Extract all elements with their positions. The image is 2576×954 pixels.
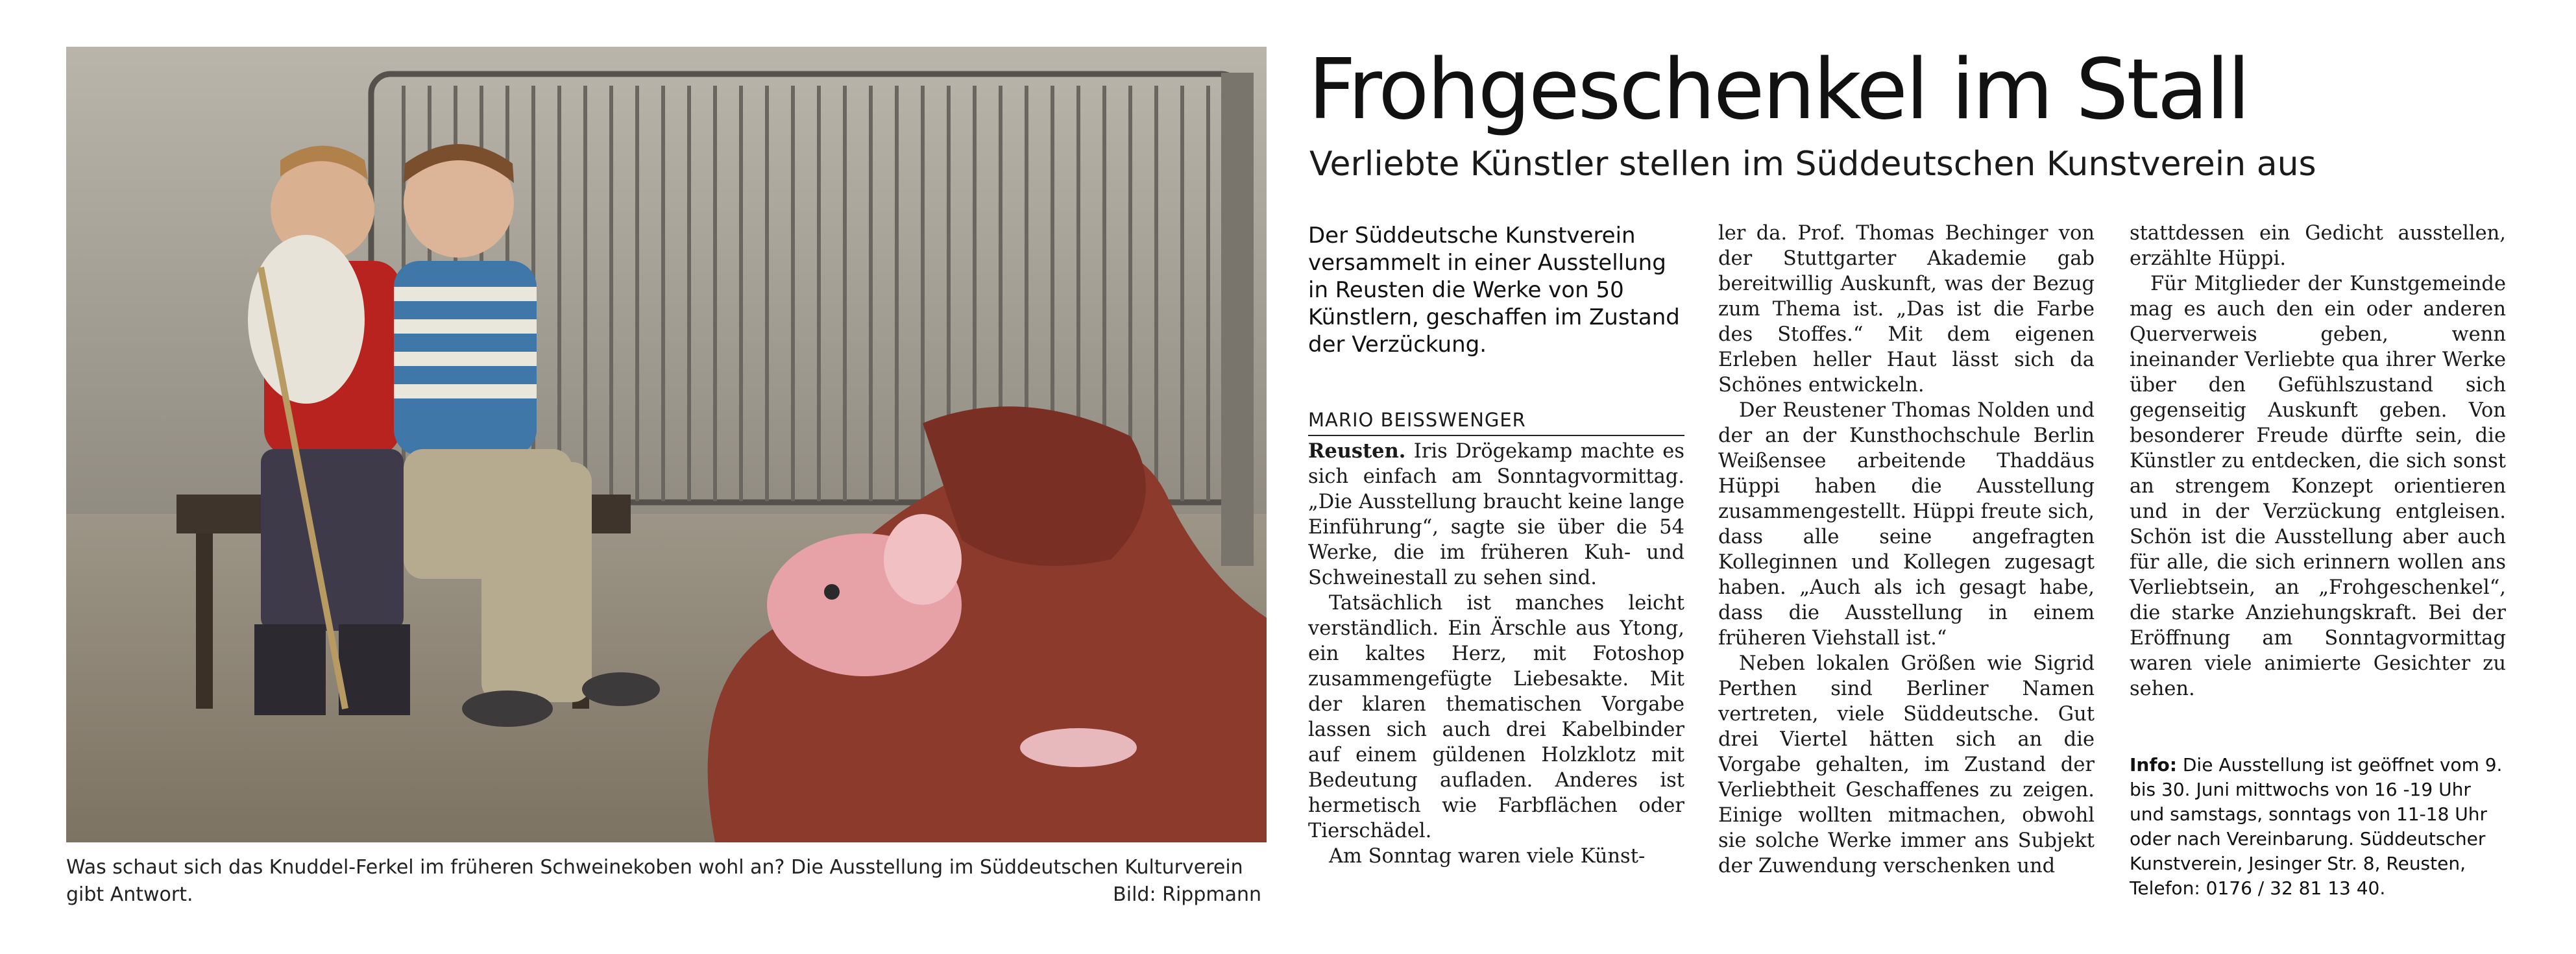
paragraph: Neben lokalen Größen wie Sigrid Perthen sind Berliner Namen vertreten, viele Süddeutsche. Gut drei Viertel hätten sich an die Vorgabe gehalten, im Zustand der Verliebtheit Geschaffenes zu zeigen. Einige wollten mitmachen, obwohl sie solche Werke immer ans Subjekt der Zuwendung verschenken und (1718, 652, 2095, 877)
paragraph: Tatsächlich ist manches leicht verständlich. Ein Ärschle aus Ytong, ein kaltes Herz, mit Fotoshop zusammengefügte Liebesakte. Mit der klaren thematischen Vorgabe lassen sich auch drei Kabelbinder auf einem güldenen Holzklotz mit Bedeutung aufladen. Anderes ist hermetisch wie Farbflächen oder Tierschädel. (1308, 592, 1684, 842)
paragraph (1308, 439, 1684, 591)
photo-caption (66, 854, 1267, 909)
dateline: Reusten. (1308, 439, 1406, 463)
photo-credit: Bild: Rippmann (1113, 883, 1261, 906)
caption-text: Was schaut sich das Knuddel-Ferkel im früheren Schweinekoben wohl an? Die Ausstellung im Süddeutschen Kulturverein gibt Antwort. (66, 856, 1243, 906)
article-column-2 (1718, 221, 2095, 879)
article-photo (66, 47, 1267, 842)
info-label: Info: (2130, 754, 2177, 776)
subheadline: Verliebte Künstler stellen im Süddeutschen Kunstverein aus (1309, 145, 2316, 184)
info-box (2130, 753, 2506, 901)
article-column-3 (2130, 221, 2506, 702)
teaser-text: Der Süddeutsche Kunstverein versammelt in einer Ausstellung in Reusten die Werke von 50 Künstlern, geschaffen im Zustand der Verzückung. (1308, 223, 1680, 358)
byline: MARIO BEISSWENGER (1308, 409, 1684, 436)
article-column-1 (1308, 439, 1684, 869)
paragraph: Für Mitglieder der Kunstgemeinde mag es auch den ein oder anderen Querverweis geben, wenn ineinander Verliebte qua ihrer Werke über den Gefühlszustand sich gegenseitig Auskunft geben. Von besonderer Freude dürfte sein, die Künstler zu entdecken, die sich sonst an strengem Konzept orientieren und in der Verzückung entgleisen. Schön ist die Ausstellung aber auch für alle, die sich erinnern wollen ans Verliebtsein, an „Frohgeschenkel“, die starke Anziehungskraft. Bei der Eröffnung am Sonntagvormittag waren viele animierte Gesichter zu sehen. (2130, 273, 2506, 700)
info-text: Die Ausstellung ist geöffnet vom 9. bis 30. Juni mittwochs von 16 -19 Uhr und samstags, sonntags von 11-18 Uhr oder nach Vereinbarung. Süddeutscher Kunstverein, Jesinger Str. 8, Reusten, Telefon: 0176 / 32 81 13 40. (2130, 754, 2503, 899)
paragraph-text: Iris Drögekamp machte es sich einfach am Sonntagvormittag. „Die Ausstellung braucht keine lange Einführung“, sagte sie über die 54 Werke, die im früheren Kuh- und Schweinestall zu sehen sind. (1308, 440, 1684, 589)
paragraph: Der Reustener Thomas Nolden und der an der Kunsthochschule Berlin Weißensee arbeitende Thaddäus Hüppi haben die Ausstellung zusammengestellt. Hüppi freute sich, dass alle seine angefragten Kolleginnen und Kollegen zugesagt haben. „Auch als ich gesagt habe, dass die Ausstellung in einem früheren Viehstall ist.“ (1718, 399, 2095, 650)
headline: Frohgeschenkel im Stall (1308, 42, 2249, 138)
paragraph: Am Sonntag waren viele Künst- (1329, 845, 1646, 868)
paragraph: stattdessen ein Gedicht ausstellen, erzählte Hüppi. (2130, 222, 2506, 270)
photo-illustration (66, 47, 1267, 842)
paragraph: ler da. Prof. Thomas Bechinger von der Stuttgarter Akademie gab bereitwillig Auskunft, was der Bezug zum Thema ist. „Das ist die Farbe des Stoffes.“ Mit dem eigenen Erleben heller Haut lässt sich da Schönes entwickeln. (1718, 222, 2095, 397)
